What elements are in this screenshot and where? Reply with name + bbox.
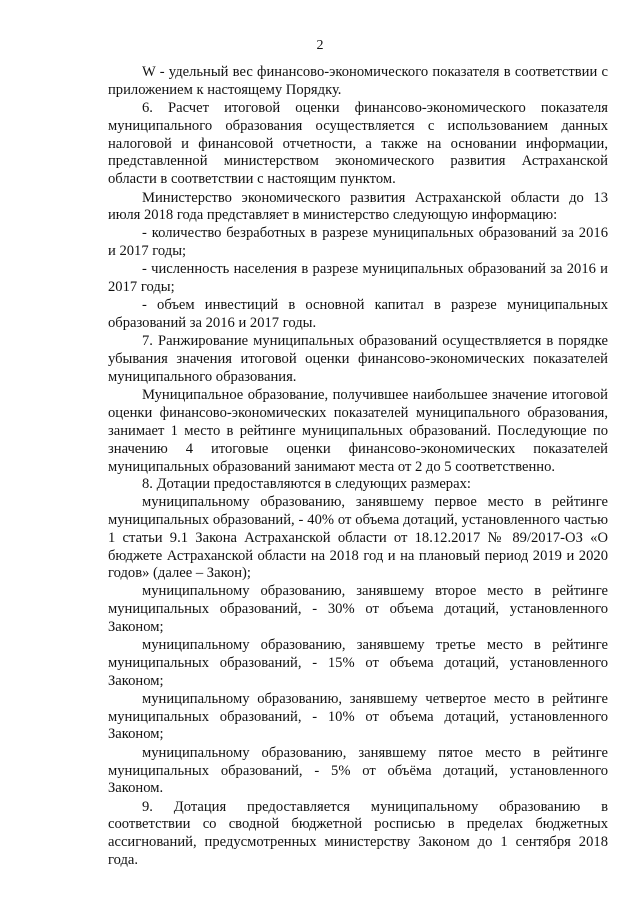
list-item-first-place: муниципальному образованию, занявшему первое место в рейтинге муниципальных образований, - 40% от объема дотаций, установленного частью 1 статьи 9.1 Закона Астраханской области от 18.12.2017 № 89/2017-ОЗ «О бюджете Астраханской области на 2018 год и на плановый период 2019 и 2020 годов» (далее – Закон); xyxy=(108,494,608,582)
paragraph-weight-definition: W - удельный вес финансово-экономического показателя в соответствии с приложением к настоящему Порядку. xyxy=(108,64,608,98)
list-item-second-place: муниципальному образованию, занявшему второе место в рейтинге муниципальных образований, - 30% от объема дотаций, установленного Законом; xyxy=(108,583,608,635)
paragraph-8: 8. Дотации предоставляются в следующих размерах: xyxy=(142,476,471,493)
page-number: 2 xyxy=(316,38,324,53)
document-body xyxy=(108,64,608,870)
paragraph-ranking: Муниципальное образование, получившее наибольшее значение итоговой оценки финансово-экономических показателей муниципального образования, занимает 1 место в рейтинге муниципальных образований. Последующие по значению 4 итоговые оценки финансово-экономических показателей муниципальных образований занимают места от 2 до 5 соответственно. xyxy=(108,387,608,475)
list-item-fourth-place: муниципальному образованию, занявшему четвертое место в рейтинге муниципальных образований, - 10% от объема дотаций, установленного Законом; xyxy=(108,690,608,743)
list-item-unemployed: - количество безработных в разрезе муниципальных образований за 2016 и 2017 годы; xyxy=(108,225,608,259)
paragraph-6: 6. Расчет итоговой оценки финансово-экономического показателя муниципального образования осуществляется с использованием данных налоговой и финансовой отчетности, а также на основании информации, представленной министерством экономического развития Астраханской области в соответствии с настоящим пунктом. xyxy=(108,100,608,188)
list-item-investments: - объем инвестиций в основной капитал в разрезе муниципальных образований за 2016 и 2017 годы. xyxy=(108,297,608,332)
list-item-fifth-place: муниципальному образованию, занявшему пятое место в рейтинге муниципальных образований, - 5% от объёма дотаций, установленного Законом. xyxy=(108,744,608,797)
paragraph-7: 7. Ранжирование муниципальных образований осуществляется в порядке убывания значения итоговой оценки финансово-экономических показателей муниципального образования. xyxy=(108,333,608,386)
list-item-population: - численность населения в разрезе муниципальных образований за 2016 и 2017 годы; xyxy=(108,261,608,296)
paragraph-9: 9. Дотация предоставляется муниципальному образованию в соответствии со сводной бюджетной росписью в пределах бюджетных ассигнований, предусмотренных министерству Законом до 1 сентября 2018 года. xyxy=(108,798,608,869)
list-item-third-place: муниципальному образованию, занявшему третье место в рейтинге муниципальных образований, - 15% от объема дотаций, установленного Законом; xyxy=(108,637,608,689)
paragraph-ministry-info: Министерство экономического развития Астраханской области до 13 июля 2018 года представляет в министерство следующую информацию: xyxy=(108,189,608,224)
